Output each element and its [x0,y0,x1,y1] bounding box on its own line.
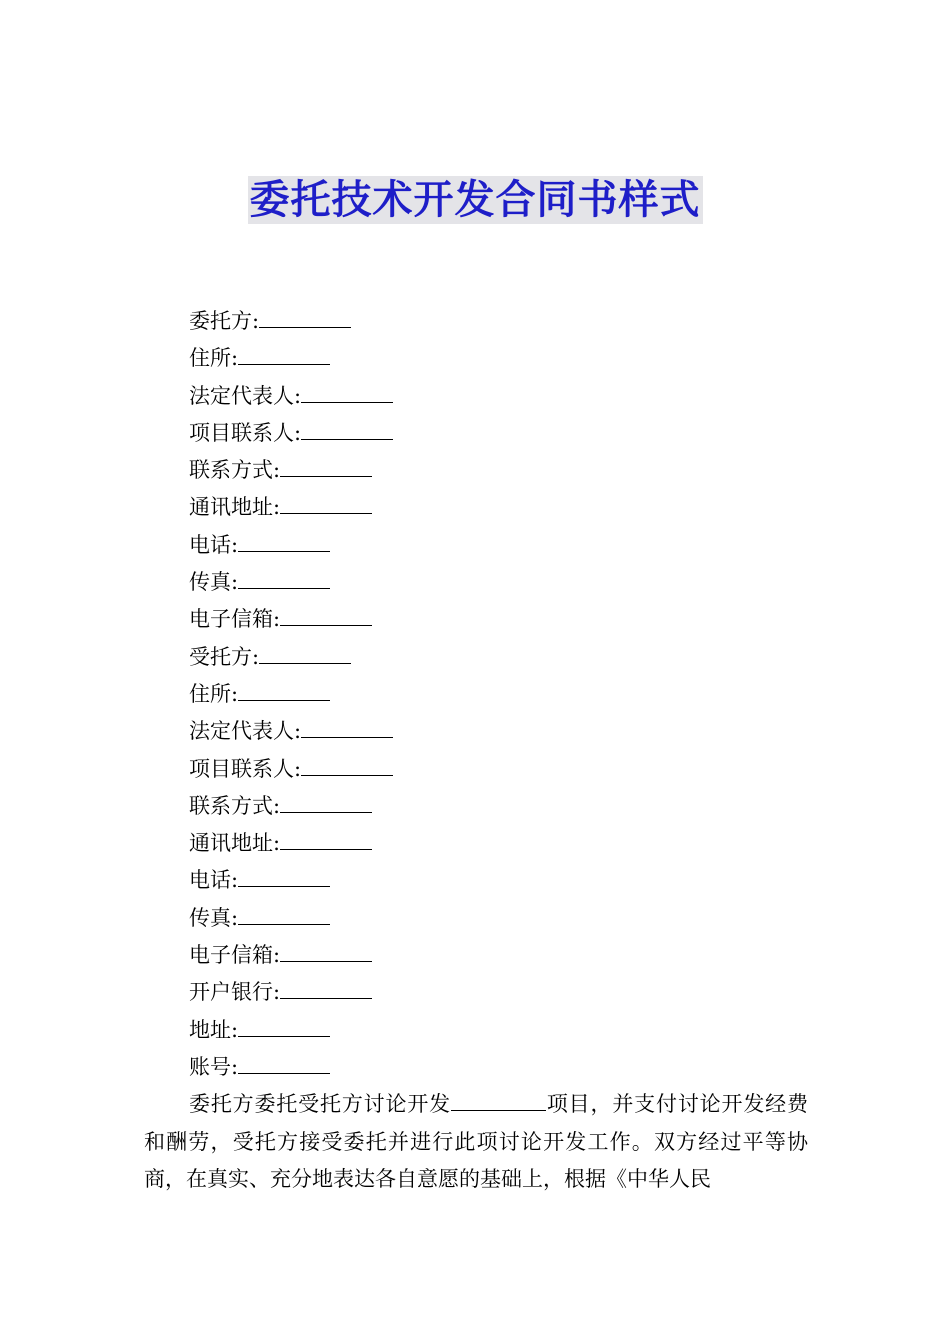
field-line [189,1012,393,1049]
blank-line[interactable] [280,811,372,813]
blank-line[interactable] [259,662,351,664]
field-label: 传真: [189,905,239,930]
field-label: 住所: [189,681,239,706]
field-label: 电子信箱: [189,607,281,632]
blank-line[interactable] [280,624,372,626]
blank-line[interactable] [280,848,372,850]
blank-line[interactable] [280,960,372,962]
blank-line[interactable] [238,363,330,365]
blank-line[interactable] [280,475,372,477]
field-label: 电子信箱: [189,943,281,968]
paragraph-text-after: 项目，并支付讨论开发经费和酬劳，受托方接受委托并进行此项讨论开发工作。双方经过平等协商，在真实、充分地表达各自意愿的基础上，根据《中华人民 [144,1092,808,1191]
field-line [189,452,393,489]
blank-line[interactable] [238,1035,330,1037]
field-label: 通讯地址: [189,495,281,520]
field-line [189,713,393,750]
field-line [189,788,393,825]
paragraph-text-before: 委托方委托受托方讨论开发 [189,1092,451,1116]
field-label: 法定代表人: [189,383,302,408]
field-line [189,825,393,862]
field-label: 项目联系人: [189,756,302,781]
field-label: 项目联系人: [189,420,302,445]
field-line [189,378,393,415]
blank-line[interactable] [280,512,372,514]
field-line [189,639,393,676]
field-label: 电话: [189,532,239,557]
field-label: 电话: [189,868,239,893]
blank-line[interactable] [301,774,393,776]
field-line [189,340,393,377]
field-line [189,527,393,564]
title-area [0,176,950,224]
field-line [189,937,393,974]
blank-line[interactable] [238,699,330,701]
field-label: 受托方: [189,644,260,669]
blank-line[interactable] [238,587,330,589]
field-label: 通讯地址: [189,831,281,856]
field-label: 委托方: [189,309,260,333]
field-line [189,601,393,638]
field-label: 开户银行: [189,980,281,1005]
blank-line[interactable] [259,326,351,328]
field-line [189,303,393,340]
blank-line[interactable] [301,401,393,403]
field-label: 联系方式: [189,458,281,483]
field-line [189,974,393,1011]
field-line [189,489,393,526]
blank-line[interactable] [301,736,393,738]
field-line [189,415,393,452]
field-label: 住所: [189,346,239,371]
field-label: 账号: [189,1054,239,1079]
blank-line[interactable] [238,885,330,887]
field-line [189,676,393,713]
blank-line[interactable] [301,438,393,440]
party-fields [189,303,393,1086]
blank-line[interactable] [238,550,330,552]
field-label: 联系方式: [189,793,281,818]
field-label: 传真: [189,570,239,595]
blank-line[interactable] [238,923,330,925]
field-line [189,1049,393,1086]
document-title: 委托技术开发合同书样式 [249,177,701,223]
field-line [189,751,393,788]
blank-line[interactable] [280,997,372,999]
field-line [189,900,393,937]
body-paragraph [144,1086,808,1199]
field-label: 法定代表人: [189,719,302,744]
field-label: 地址: [189,1017,239,1042]
blank-line[interactable] [451,1109,546,1111]
blank-line[interactable] [238,1072,330,1074]
field-line [189,862,393,899]
field-line [189,564,393,601]
